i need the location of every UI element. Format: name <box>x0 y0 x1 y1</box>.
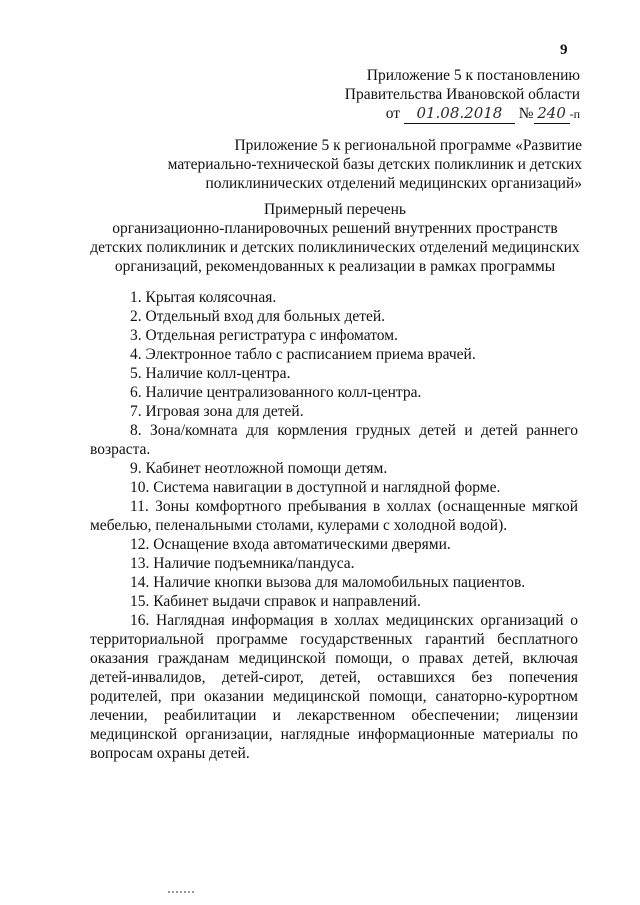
header-line-2: Правительства Ивановской области <box>344 86 580 103</box>
order-number: 240 <box>534 104 570 124</box>
list-item: 7. Игровая зона для детей. <box>130 403 304 420</box>
order-date: 01.08.2018 <box>404 104 515 124</box>
list-item: 8. Зона/комната для кормления грудных детей и детей раннего возраста. <box>90 422 578 458</box>
title-subtitle: организационно-планировочных решений внутренних пространств детских поликлиник и детских поликлинических отделений медицинских организаций, рекомендованных к реализации в рамках программы <box>90 220 580 275</box>
appendix-caption: Приложение 5 к региональной программе «Развитие материально-технической базы детских поликлиник и детских поликлинических отделений медицинских организаций» <box>167 137 582 192</box>
list-item: 13. Наличие подъемника/пандуса. <box>130 555 355 572</box>
title-main: Примерный перечень <box>263 201 406 218</box>
order-line <box>386 104 580 124</box>
order-prefix: от <box>385 105 401 122</box>
list-item: 6. Наличие централизованного колл-центра. <box>130 384 422 401</box>
list-item: 4. Электронное табло с расписанием приема врачей. <box>130 346 476 363</box>
list-item: 12. Оснащение входа автоматическими дверями. <box>130 536 451 553</box>
order-suffix: -п <box>569 107 580 121</box>
list-item: 9. Кабинет неотложной помощи детям. <box>130 460 388 477</box>
order-number-sign: № <box>518 105 534 122</box>
list-item: 10. Система навигации в доступной и наглядной форме. <box>130 479 501 496</box>
list-item: 14. Наличие кнопки вызова для маломобильных пациентов. <box>130 574 526 591</box>
list-item: 5. Наличие колл-центра. <box>130 365 291 382</box>
measures-list <box>90 288 578 763</box>
list-item: 1. Крытая колясочная. <box>130 289 277 306</box>
list-item: 3. Отдельная регистратура с инфоматом. <box>130 327 398 344</box>
list-item: 16. Наглядная информация в холлах медицинских организаций о территориальной программе государственных гарантий бесплатного оказания гражданам медицинской помощи, о правах детей, включая детей-инвалидов, детей-сирот, детей, оставшихся без попечения родителей, при оказании медицинской помощи, санаторно-курортном лечении, реабилитации и лекарственном обеспечении; лицензии медицинской организации, наглядные информационные материалы по вопросам охраны детей. <box>90 612 578 762</box>
page-number: 9 <box>560 42 568 58</box>
document-title <box>90 200 580 276</box>
scan-artifact-mark <box>168 891 194 899</box>
list-item: 15. Кабинет выдачи справок и направлений. <box>130 593 421 610</box>
resolution-header <box>345 66 580 124</box>
list-item: 2. Отдельный вход для больных детей. <box>130 308 386 325</box>
header-line-1: Приложение 5 к постановлению <box>366 67 580 84</box>
list-item: 11. Зоны комфортного пребывания в холлах (оснащенные мягкой мебелью, пеленальными столами, кулерами с холодной водой). <box>90 498 578 534</box>
